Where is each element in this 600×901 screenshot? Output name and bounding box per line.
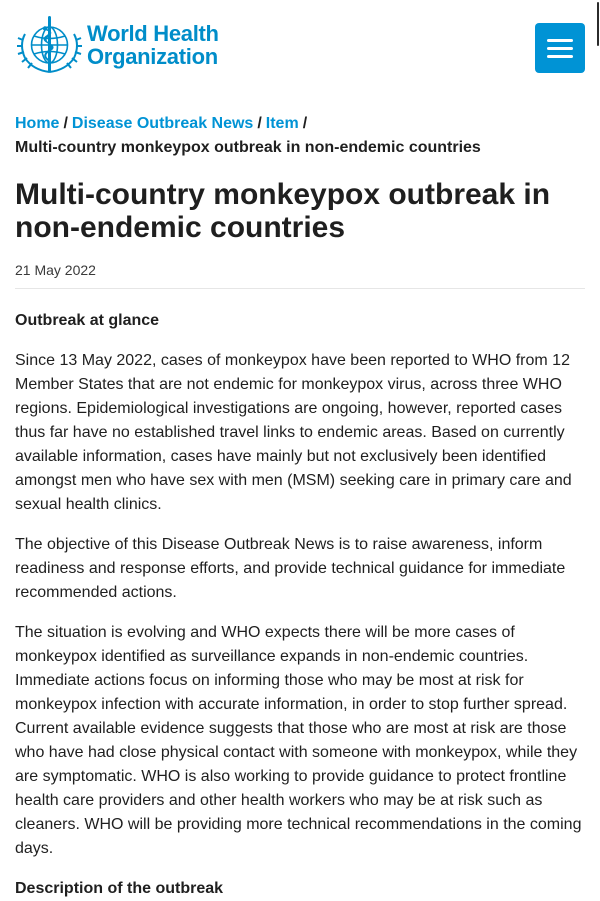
page-title: Multi-country monkeypox outbreak in non-endemic countries — [15, 178, 551, 244]
who-logo-link[interactable] — [15, 14, 219, 76]
publish-date: 21 May 2022 — [15, 262, 585, 289]
breadcrumb-separator: / — [257, 115, 262, 132]
section-heading-description: Description of the outbreak — [15, 880, 224, 897]
breadcrumb-current: Multi-country monkeypox outbreak in non-endemic countries — [15, 139, 481, 156]
menu-button[interactable] — [535, 23, 585, 73]
who-logo-text — [87, 22, 219, 68]
section-heading-outbreak-at-glance: Outbreak at glance — [15, 312, 160, 329]
breadcrumb-separator: / — [63, 115, 68, 132]
hamburger-bar — [547, 47, 573, 50]
article-paragraph: The objective of this Disease Outbreak News is to raise awareness, inform readiness and response efforts, and provide technical guidance for immediate recommended actions. — [15, 536, 566, 601]
breadcrumb-home-link[interactable]: Home — [15, 115, 60, 132]
article-body — [0, 309, 600, 901]
logo-line-1: World Health — [87, 21, 219, 46]
article-paragraph: The situation is evolving and WHO expects there will be more cases of monkeypox identified as surveillance expands in non-endemic countries. Immediate actions focus on informing those who may be most at risk for monkeypox infection with accurate information, in order to stop further spread. Current available evidence suggests that those who are most at risk are those who have had close physical contact with someone with monkeypox, while they are symptomatic. WHO is also working to provide guidance to protect frontline health care providers and other health workers who may be at risk such as cleaners. WHO will be providing more technical recommendations in the coming days. — [15, 624, 582, 857]
breadcrumb — [0, 112, 600, 160]
breadcrumb-separator: / — [302, 115, 308, 132]
breadcrumb-item-link[interactable]: Item — [265, 115, 299, 132]
logo-line-2: Organization — [87, 44, 218, 69]
hamburger-bar — [547, 55, 573, 58]
breadcrumb-disease-outbreak-news-link[interactable]: Disease Outbreak News — [71, 115, 254, 132]
who-emblem-icon — [15, 14, 84, 76]
hamburger-menu-icon — [547, 39, 573, 42]
article-paragraph: Since 13 May 2022, cases of monkeypox have been reported to WHO from 12 Member States that are not endemic for monkeypox virus, across three WHO regions. Epidemiological investigations are ongoing, however, reported cases thus far have no established travel links to endemic areas. Based on currently available information, cases have mainly but not exclusively been identified amongst men who have sex with men (MSM) seeking care in primary care and sexual health clinics. — [15, 352, 572, 513]
site-header — [0, 0, 600, 100]
